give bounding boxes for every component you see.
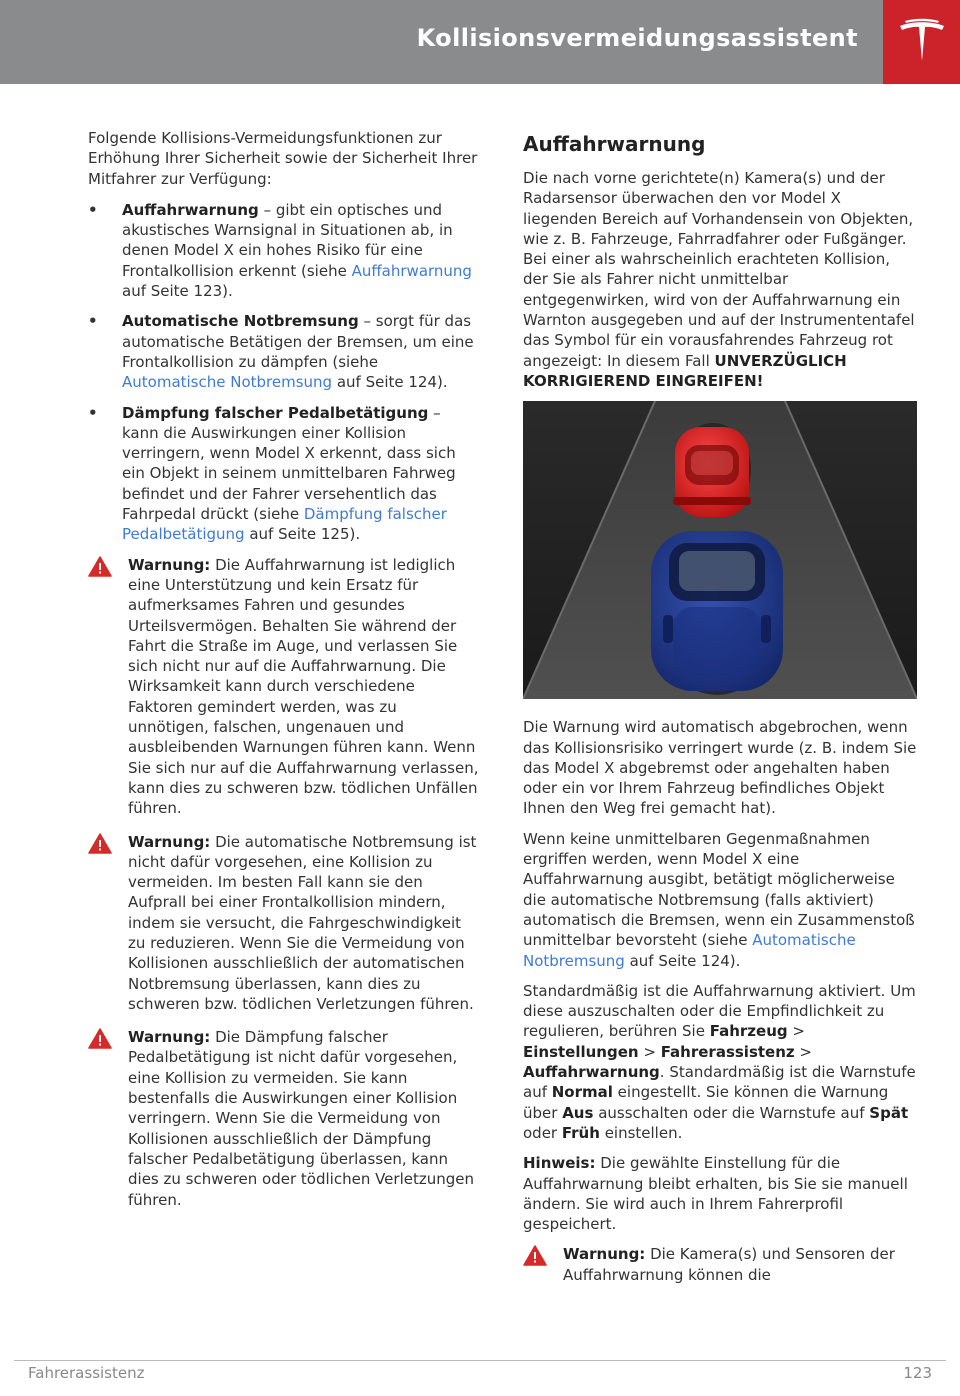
menu-separator: >: [794, 1042, 812, 1061]
warning-icon: [88, 556, 112, 577]
warning-block: [88, 1027, 482, 1210]
footer-section-label: Fahrerassistenz: [28, 1364, 145, 1382]
paragraph-text: ausschalten oder die Warnstufe auf: [593, 1103, 870, 1122]
paragraph-text: . Standardmäßig ist die Warnstufe auf: [523, 1063, 916, 1102]
paragraph-intro: [523, 168, 918, 391]
warning-text: [128, 832, 482, 1015]
paragraph-text: oder: [523, 1123, 562, 1142]
option-spaet: Spät: [869, 1103, 909, 1122]
option-frueh: Früh: [561, 1123, 600, 1142]
tesla-logo-icon: [897, 17, 947, 67]
section-heading: Auffahrwarnung: [523, 132, 706, 156]
list-item: [88, 311, 482, 392]
menu-separator: >: [638, 1042, 661, 1061]
link-automatische-notbremsung[interactable]: Automatische Notbremsung: [122, 373, 333, 392]
warning-label: Warnung:: [563, 1245, 646, 1264]
paragraph-settings: [523, 981, 918, 1143]
feature-title: Automatische Notbremsung: [122, 312, 359, 331]
emphasis-text: UNVERZÜGLICH KORRIGIEREND EINGREIFEN!: [523, 351, 847, 390]
paragraph-aeb: [523, 829, 918, 971]
feature-title: Dämpfung falscher Pedalbetätigung: [122, 403, 429, 422]
page-title: Kollisionsvermeidungsassistent: [416, 24, 858, 52]
warning-text: [128, 1027, 482, 1210]
bullet: •: [88, 200, 98, 219]
warning-label: Warnung:: [128, 555, 211, 574]
bullet: •: [88, 403, 98, 422]
menu-path-fahrzeug: Fahrzeug: [709, 1022, 788, 1041]
feature-text: – sorgt für das automatische Betätigen der Bremsen, um eine Frontalkollision zu dämpfen (siehe: [122, 312, 474, 371]
brand-logo: [883, 0, 960, 84]
menu-separator: >: [787, 1022, 805, 1041]
feature-text-after: auf Seite 124).: [332, 373, 448, 392]
list-item: [88, 200, 482, 301]
paragraph-text: Standardmäßig ist die Auffahrwarnung aktiviert. Um diese auszuschalten oder die Empfindlichkeit zu regulieren, berühren Sie: [523, 981, 916, 1041]
warning-icon: [523, 1245, 547, 1266]
own-vehicle-blue: [651, 531, 783, 695]
menu-path-fahrerassistenz: Fahrerassistenz: [660, 1042, 795, 1061]
left-column: [88, 128, 482, 1223]
intro-paragraph: Folgende Kollisions-Vermeidungsfunktionen zur Erhöhung Ihrer Sicherheit sowie der Sicherheit Ihrer Mitfahrer zur Verfügung:: [88, 129, 478, 188]
warning-body: Die automatische Notbremsung ist nicht dafür vorgesehen, eine Kollision zu vermeiden. Im besten Fall kann sie den Aufprall bei einer Frontalkollision mindern, indem sie versucht, die Fahrgeschwindigkeit zu reduzieren. Wenn Sie die Vermeidung von Kollisionen ausschließlich der automatischen Notbremsung überlassen, kann dies zu schweren bzw. tödlichen Verletzungen führen.: [128, 832, 477, 1013]
paragraph-text: Die nach vorne gerichtete(n) Kamera(s) und der Radarsensor überwachen den vor Model X liegenden Bereich auf Vorhandensein von Objekten, wie z. B. Fahrzeuge, Fahrradfahrer oder Fußgänger. Bei einer als wahrscheinlich erachteten Kollision, der Sie als Fahrer nicht unmittelbar entgegenwirken, wird von der Auffahrwarnung ein Warnton ausgegeben und auf der Instrumententafel das Symbol für ein vorausfahrendes Fahrzeug rot angezeigt: In diesem Fall: [523, 169, 915, 370]
lead-vehicle-red: [673, 423, 751, 517]
warning-block: [88, 555, 482, 819]
warning-text: [128, 555, 482, 819]
warning-body: Die Kamera(s) und Sensoren der Auffahrwarnung können die: [563, 1245, 895, 1284]
link-auffahrwarnung[interactable]: Auffahrwarnung: [351, 261, 472, 280]
option-aus: Aus: [562, 1103, 594, 1122]
footer-divider: [14, 1360, 946, 1361]
option-normal: Normal: [551, 1083, 613, 1102]
warning-icon: [88, 1028, 112, 1049]
note-paragraph: [523, 1153, 918, 1234]
feature-text-after: auf Seite 125).: [244, 525, 361, 544]
warning-icon: [88, 833, 112, 854]
feature-text: – gibt ein optisches und akustisches Warnsignal in Situationen ab, in denen Model X ein hohes Risiko für eine Frontalkollision erkennt (siehe: [122, 200, 453, 280]
menu-path-auffahrwarnung: Auffahrwarnung: [523, 1063, 660, 1082]
paragraph-text: Wenn keine unmittelbaren Gegenmaßnahmen ergriffen werden, wenn Model X eine Auffahrwarnung ausgibt, betätigt möglicherweise die automatische Notbremsung (falls aktiviert) automatisch die Bremsen, wenn ein Zusammenstoß unmittelbar bevorsteht (siehe: [523, 829, 915, 950]
feature-text: – kann die Auswirkungen einer Kollision verringern, wenn Model X erkennt, dass sich ein Objekt in seinem unmittelbaren Fahrweg befindet und der Fahrer versehentlich das Fahrpedal drückt (siehe: [122, 403, 456, 524]
warning-label: Warnung:: [128, 832, 211, 851]
feature-list: [88, 200, 482, 545]
paragraph-text: einstellen.: [599, 1123, 683, 1142]
page-header: [0, 0, 960, 84]
warning-text: [563, 1244, 918, 1285]
right-column: [523, 128, 918, 1298]
paragraph-text: auf Seite 124).: [624, 951, 741, 970]
note-label: Hinweis:: [523, 1154, 596, 1173]
warning-body: Die Dämpfung falscher Pedalbetätigung ist nicht dafür vorgesehen, eine Kollision zu vermeiden. Sie kann bestenfalls die Auswirkungen einer Kollision verringern. Wenn Sie die Vermeidung von Kollisionen ausschließlich der Dämpfung falscher Pedalbetätigung überlassen, kann dies zu schweren oder tödlichen Verletzungen führen.: [128, 1028, 475, 1209]
page-number: 123: [903, 1364, 932, 1382]
feature-text-after: auf Seite 123).: [122, 282, 233, 301]
note-text: Die gewählte Einstellung für die Auffahrwarnung bleibt erhalten, bis Sie sie manuell ändern. Sie wird auch in Ihrem Fahrerprofil gespeichert.: [523, 1154, 908, 1234]
warning-body: Die Auffahrwarnung ist lediglich eine Unterstützung und kein Ersatz für aufmerksames Fahren und gesundes Urteilsvermögen. Behalten Sie während der Fahrt die Straße im Auge, und verlassen Sie sich nicht nur auf die Auffahrwarnung. Die Wirksamkeit kann durch verschiedene Faktoren gemindert werden, was zu unnötigen, falschen, ungenauen und ausbleibenden Warnungen führen kann. Wenn Sie sich nur auf die Auffahrwarnung verlassen, kann dies zu schweren bzw. tödlichen Unfällen führen.: [128, 555, 479, 818]
link-daempfung-pedalbetaetigung[interactable]: Dämpfung falscher Pedalbetätigung: [122, 505, 447, 544]
feature-title: Auffahrwarnung: [122, 200, 259, 219]
list-item: [88, 403, 482, 545]
warning-label: Warnung:: [128, 1028, 211, 1047]
paragraph-cancel: Die Warnung wird automatisch abgebrochen, wenn das Kollisionsrisiko verringert wurde (z. B. indem Sie das Model X abgebremst oder angehalten haben oder ein vor Ihrem Fahrzeug befindliches Objekt Ihnen den Weg frei gemacht hat).: [523, 718, 917, 818]
link-automatische-notbremsung[interactable]: Automatische Notbremsung: [523, 931, 856, 970]
menu-path-einstellungen: Einstellungen: [523, 1042, 639, 1061]
collision-warning-illustration: [523, 401, 917, 699]
warning-block: [523, 1244, 918, 1285]
paragraph-text: eingestellt. Sie können die Warnung über: [523, 1083, 889, 1122]
warning-block: [88, 832, 482, 1015]
bullet: •: [88, 312, 98, 331]
